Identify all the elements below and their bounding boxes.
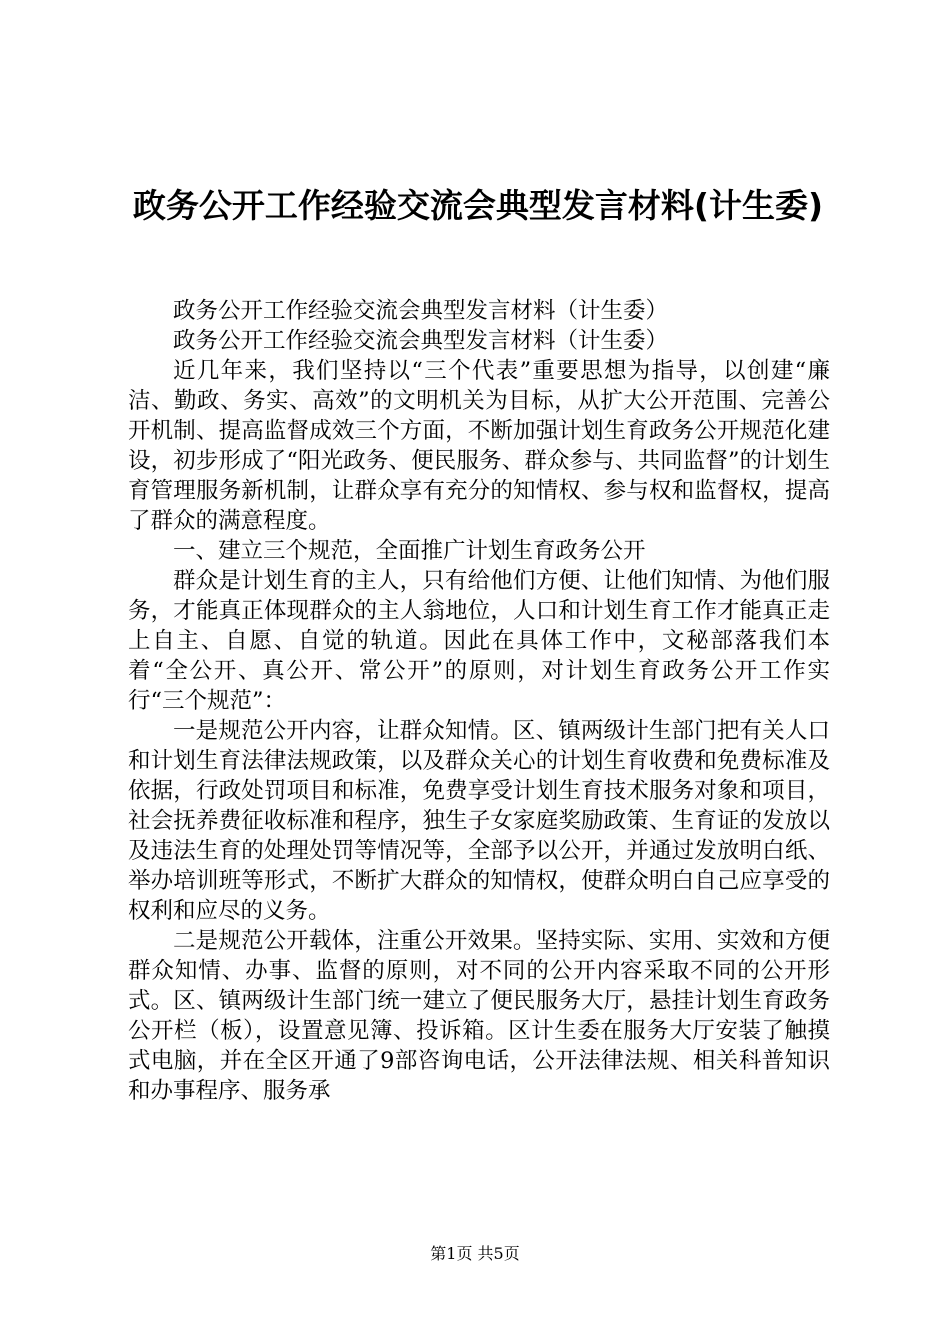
paragraph: 一是规范公开内容，让群众知情。区、镇两级计生部门把有关人口和计划生育法律法规政策，以及群众关心的计划生育收费和免费标准及依据，行政处罚项目和标准，免费享受计划生育技术服务对象和项目，社会抚养费征收标准和程序，独生子女家庭奖励政策、生育证的发放以及违法生育的处理处罚等情况等，全部予以公开，并通过发放明白纸、举办培训班等形式，不断扩大群众的知情权，使群众明白自己应享受的权利和应尽的义务。	[128, 718, 830, 924]
paragraph: 近几年来，我们坚持以“三个代表”重要思想为指导，以创建“廉洁、勤政、务实、高效”的文明机关为目标，从扩大公开范围、完善公开机制、提高监督成效三个方面，不断加强计划生育政务公开规范化建设，初步形成了“阳光政务、便民服务、群众参与、共同监督”的计划生育管理服务新机制，让群众享有充分的知情权、参与权和监督权，提高了群众的满意程度。	[128, 358, 830, 534]
document-title: 政务公开工作经验交流会典型发言材料(计生委)	[132, 186, 824, 225]
section-heading: 一、建立三个规范，全面推广计划生育政务公开	[173, 538, 646, 564]
paragraph: 政务公开工作经验交流会典型发言材料（计生委）	[173, 328, 669, 354]
paragraph: 群众是计划生育的主人，只有给他们方便、让他们知情、为他们服务，才能真正体现群众的主人翁地位，人口和计划生育工作才能真正走上自主、自愿、自觉的轨道。因此在具体工作中，文秘部落我们本着“全公开、真公开、常公开”的原则，对计划生育政务公开工作实行“三个规范”：	[128, 568, 830, 714]
paragraph: 政务公开工作经验交流会典型发言材料（计生委）	[173, 298, 669, 324]
document-body	[128, 296, 830, 1106]
page-footer: 第1页 共5页	[430, 1244, 520, 1263]
paragraph: 二是规范公开载体，注重公开效果。坚持实际、实用、实效和方便群众知情、办事、监督的原则，对不同的公开内容采取不同的公开形式。区、镇两级计生部门统一建立了便民服务大厅，悬挂计划生育政务公开栏（板），设置意见簿、投诉箱。区计生委在服务大厅安装了触摸式电脑，并在全区开通了9部咨询电话，公开法律法规、相关科普知识和办事程序、服务承	[128, 928, 830, 1104]
